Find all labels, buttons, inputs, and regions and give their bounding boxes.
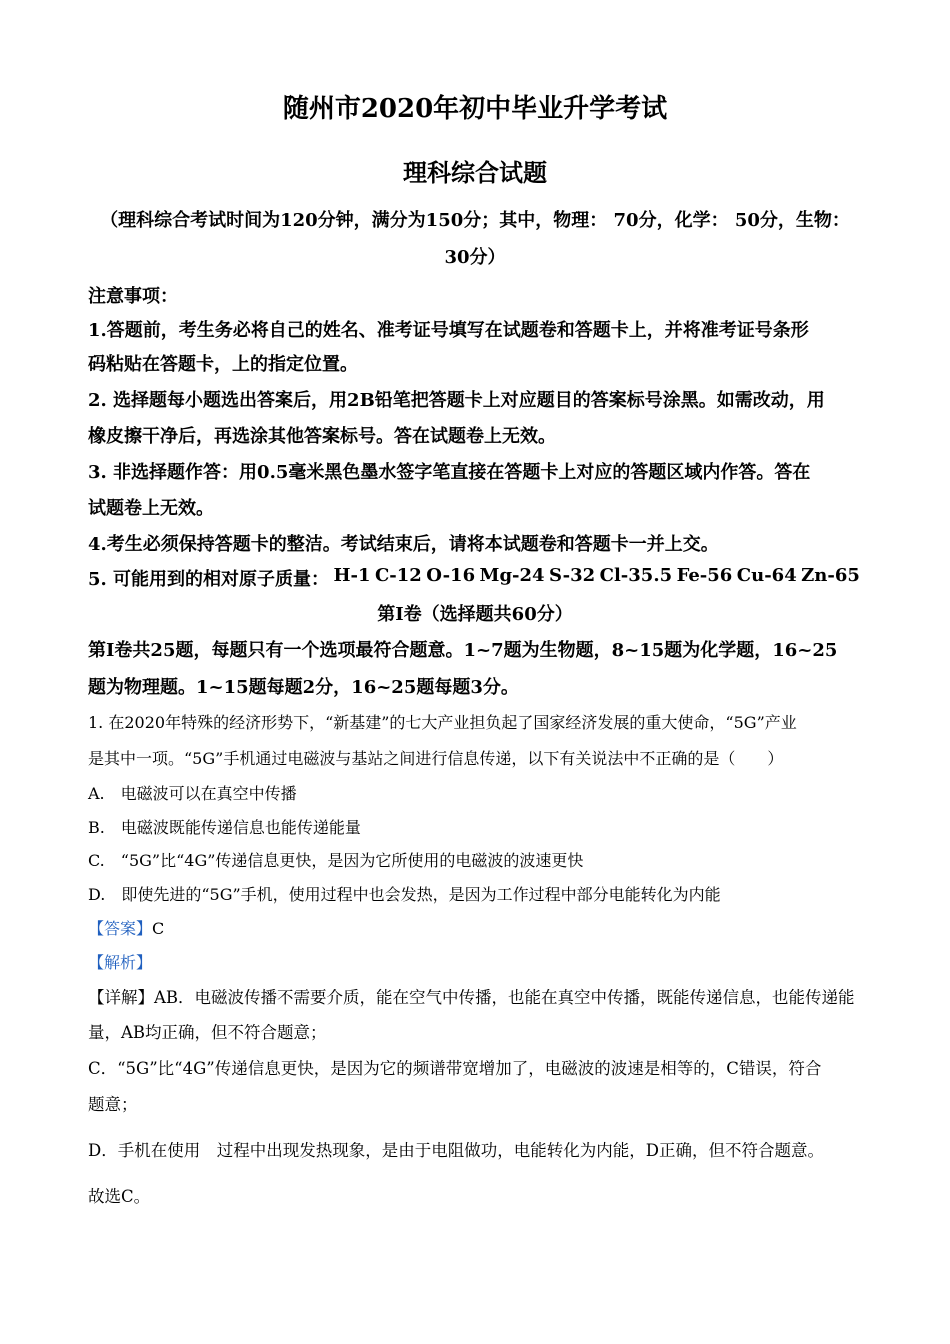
- atomic-mass-s: S-32: [549, 565, 596, 586]
- detail-label: 【详解】: [88, 988, 154, 1007]
- detail-text-1: AB．电磁波传播不需要介质，能在空气中传播，也能在真空中传播，既能传递信息，也能传递能: [154, 988, 855, 1007]
- notice-item-1-line-2: 码粘贴在答题卡，上的指定位置。: [88, 354, 358, 375]
- exam-info-line-2: 30分）: [444, 247, 506, 268]
- detail-line-1: [88, 984, 862, 1008]
- notice-item-5: [88, 565, 860, 591]
- question-1-option-d: D. 即使先进的“5G”手机，使用过程中也会发热，是因为工作过程中部分电能转化为内能: [88, 885, 721, 904]
- detail-line-2: 量，AB均正确，但不符合题意；: [88, 1023, 327, 1042]
- exam-info-line-1: （理科综合考试时间为120分钟，满分为150分；其中，物理： 70分，化学： 50分，生物：: [100, 210, 850, 231]
- page-title: 随州市2020年初中毕业升学考试: [282, 94, 668, 124]
- notice-heading: 注意事项：: [88, 286, 178, 307]
- notice-item-3-line-2: 试题卷上无效。: [88, 498, 214, 519]
- question-1-option-c: C. “5G”比“4G”传递信息更快，是因为它所使用的电磁波的波速更快: [88, 851, 584, 870]
- answer-value: C: [152, 919, 165, 938]
- atomic-mass-c: C-12: [374, 565, 422, 586]
- notice-item-3-line-1: 3. 非选择题作答：用0.5毫米黑色墨水签字笔直接在答题卡上对应的答题区域内作答。答在: [88, 462, 811, 483]
- atomic-mass-h: H-1: [333, 565, 371, 586]
- question-1-option-b: B. 电磁波既能传递信息也能传递能量: [88, 818, 361, 837]
- question-1-option-a: A. 电磁波可以在真空中传播: [88, 784, 297, 803]
- conclusion-line: 故选C。: [88, 1187, 151, 1206]
- atomic-mass-label: 5. 可能用到的相对原子质量：: [88, 569, 330, 590]
- atomic-mass-fe: Fe-56: [676, 565, 733, 586]
- detail-line-5: D．手机在使用 过程中出现发热现象，是由于电阻做功，电能转化为内能，D正确，但不符合题意。: [88, 1141, 824, 1160]
- detail-line-3: C．“5G”比“4G”传递信息更快，是因为它的频谱带宽增加了，电磁波的波速是相等的，C错误，符合: [88, 1059, 822, 1078]
- question-1-stem-line-1: 1. 在2020年特殊的经济形势下，“新基建”的七大产业担负起了国家经济发展的重大使命，“5G”产业: [88, 713, 797, 732]
- atomic-mass-mg: Mg-24: [479, 565, 545, 586]
- atomic-mass-cu: Cu-64: [736, 565, 797, 586]
- section-1-desc-line-1: 第I卷共25题，每题只有一个选项最符合题意。1~7题为生物题，8~15题为化学题，16~25: [88, 640, 838, 661]
- notice-item-1-line-1: 1.答题前，考生务必将自己的姓名、准考证号填写在试题卷和答题卡上，并将准考证号条形: [88, 320, 809, 341]
- section-1-desc-line-2: 题为物理题。1~15题每题2分，16~25题每题3分。: [88, 677, 519, 698]
- analysis-label: 【解析】: [88, 953, 153, 972]
- detail-line-4: 题意；: [88, 1095, 138, 1114]
- atomic-mass-zn: Zn-65: [801, 565, 860, 586]
- answer-label: 【答案】: [88, 919, 153, 938]
- notice-item-2-line-1: 2. 选择题每小题选出答案后，用2B铅笔把答题卡上对应题目的答案标号涂黑。如需改动，用: [88, 390, 825, 411]
- atomic-mass-o: O-16: [426, 565, 476, 586]
- atomic-mass-cl: Cl-35.5: [599, 565, 673, 586]
- answer-line: [88, 916, 862, 939]
- notice-item-2-line-2: 橡皮擦干净后，再选涂其他答案标号。答在试题卷上无效。: [88, 426, 556, 447]
- question-1-stem-line-2: 是其中一项。“5G”手机通过电磁波与基站之间进行信息传递，以下有关说法中不正确的是（ ）: [88, 749, 784, 768]
- section-1-heading: 第I卷（选择题共60分）: [377, 604, 573, 625]
- notice-item-4: 4.考生必须保持答题卡的整洁。考试结束后，请将本试题卷和答题卡一并上交。: [88, 534, 719, 555]
- page-subtitle: 理科综合试题: [403, 158, 547, 187]
